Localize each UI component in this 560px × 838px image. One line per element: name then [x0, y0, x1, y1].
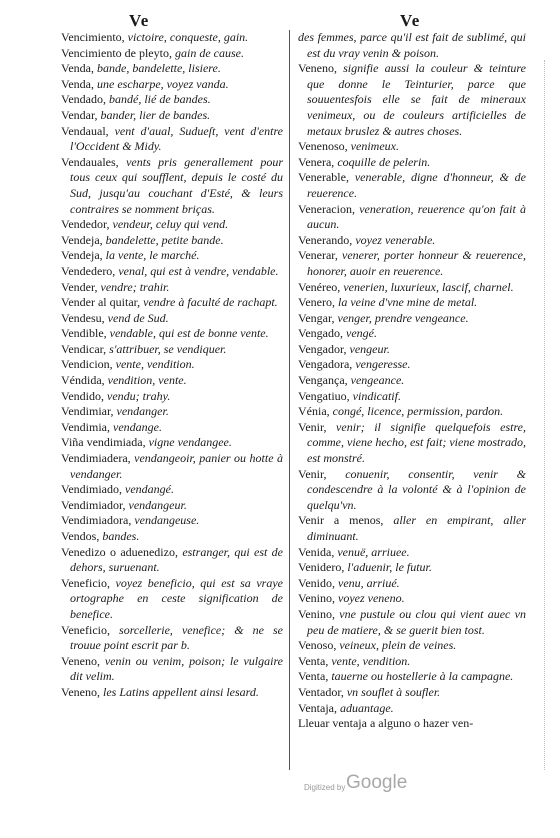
entry-definition: les Latins appellent ainsi lesard. [103, 684, 259, 699]
entry-headword: Veneracion, [298, 201, 360, 216]
entry-headword: Venido, [298, 575, 338, 590]
dictionary-entry [61, 280, 283, 296]
entry-headword: Vendido, [61, 388, 107, 403]
dictionary-entry [298, 654, 526, 670]
entry-definition: vengeresse. [355, 357, 411, 372]
entry-headword: Venera, [298, 154, 338, 169]
entry-headword: Vender al quitar, [61, 295, 144, 310]
entry-definition: vendre; trahir. [100, 279, 170, 294]
dictionary-entry [298, 638, 526, 654]
entry-headword: Venero, [298, 295, 338, 310]
dictionary-entry [61, 155, 283, 217]
dictionary-entry [61, 77, 283, 93]
dictionary-entry [61, 529, 283, 545]
right-column [298, 30, 526, 732]
entry-headword: Venenoso, [298, 139, 351, 154]
dictionary-entry [298, 233, 526, 249]
entry-definition: veneration, reuerence qu'on fait à aucun. [307, 201, 526, 232]
entry-headword: Vengador, [298, 341, 350, 356]
entry-definition: venir; il signifie quelquefois estre, comme, viene hecho, est fait; viene mostrado, est monstré. [307, 419, 527, 466]
entry-headword: Venino, [298, 591, 338, 606]
entry-headword: Venino, [298, 606, 340, 621]
entry-headword: Venerar, [298, 248, 343, 263]
entry-definition: venu, arriué. [338, 575, 400, 590]
entry-headword: Vengadora, [298, 357, 356, 372]
entry-definition: vendange. [113, 419, 162, 434]
entry-headword: Véndida, [61, 373, 108, 388]
dictionary-entry [298, 389, 526, 405]
entry-headword: Vénia, [298, 404, 333, 419]
entry-headword: Vendicar, [61, 341, 110, 356]
entry-definition: venimeux. [350, 139, 399, 154]
entry-headword: Vendeja, [61, 248, 106, 263]
dictionary-entry [298, 202, 526, 233]
entry-headword: Vendimiadora, [61, 513, 135, 528]
dictionary-entry [61, 654, 283, 685]
entry-headword: Vendible, [61, 326, 110, 341]
entry-headword: Venta, [298, 669, 332, 684]
dictionary-entry [298, 513, 526, 544]
dictionary-entry [61, 435, 283, 451]
dictionary-entry [298, 545, 526, 561]
digitization-watermark [296, 772, 436, 800]
entry-definition: sorcellerie, venefice; & ne se trouue point escrit par b. [70, 622, 284, 653]
entry-definition: tauerne ou hostellerie à la campagne. [331, 669, 514, 684]
entry-definition: vengé. [346, 326, 377, 341]
entry-definition: des femmes, parce qu'il est fait de sublimé, qui est du vray venin & poison. [298, 30, 526, 60]
dictionary-entry [298, 467, 526, 514]
entry-headword: Vendeja, [61, 232, 106, 247]
dictionary-entry [61, 342, 283, 358]
dictionary-entry [61, 326, 283, 342]
dictionary-entry [61, 482, 283, 498]
entry-definition: bande, bandelette, lisiere. [97, 61, 221, 76]
entry-definition: aller en empirant, aller diminuant. [307, 513, 526, 543]
entry-headword: Vendimiar, [61, 404, 117, 419]
page-header-right: Ve [400, 11, 421, 30]
dictionary-entry [298, 685, 526, 701]
entry-definition: vigne vendangee. [148, 435, 232, 450]
column-divider [289, 30, 290, 770]
entry-headword: Veneno, [61, 653, 105, 668]
entry-headword: Vender, [61, 279, 101, 294]
page-header-left: Ve [129, 11, 150, 30]
dictionary-entry [298, 560, 526, 576]
entry-headword: Venda, [61, 61, 97, 76]
dictionary-entry [61, 685, 283, 701]
dictionary-entry [298, 248, 526, 279]
entry-definition: bandes. [102, 529, 140, 543]
entry-definition: congé, licence, permission, pardon. [332, 404, 504, 419]
entry-definition: vendangeuse. [134, 513, 200, 528]
entry-headword: Veneno, [61, 684, 103, 699]
entry-headword: Venoso, [298, 638, 340, 653]
entry-definition: vendable, qui est de bonne vente. [109, 326, 269, 341]
entry-definition: vengeance. [350, 373, 405, 388]
dictionary-entry [298, 170, 526, 201]
dictionary-entry [298, 669, 526, 685]
dictionary-entry [298, 61, 526, 139]
dictionary-entry [298, 576, 526, 592]
dictionary-entry [61, 498, 283, 514]
entry-headword: Vendimiado, [61, 482, 125, 497]
entry-definition: vendition, vente. [107, 373, 187, 388]
dictionary-entry [61, 124, 283, 155]
dictionary-entry [298, 420, 526, 467]
entry-definition: vendanger. [116, 404, 169, 419]
entry-definition: venin ou venim, poison; le vulgaire dit velim. [70, 653, 283, 684]
entry-headword: Vendauales, [61, 154, 127, 169]
dictionary-entry [61, 30, 283, 46]
dictionary-entry [298, 701, 526, 717]
entry-definition: vne pustule ou clou qui vient auec vn peu de matiere, & se guerit bien tost. [307, 606, 526, 637]
entry-headword: Venir, [298, 419, 337, 434]
entry-headword: Vendimiador, [61, 497, 129, 512]
entry-headword: Venedizo o aduenedizo, [61, 544, 183, 559]
entry-definition: la veine d'vne mine de metal. [337, 295, 478, 310]
page-edge [544, 60, 551, 770]
entry-headword: Vendimia, [61, 419, 113, 434]
entry-definition: vendeur, celuy qui vend. [112, 217, 229, 232]
entry-definition: vn souflet à soufler. [346, 684, 441, 699]
entry-definition: vendangeur. [128, 497, 187, 512]
entry-headword: Venidero, [298, 560, 348, 575]
dictionary-entry [61, 623, 283, 654]
dictionary-entry [61, 513, 283, 529]
dictionary-entry [61, 373, 283, 389]
entry-definition: victoire, conqueste, gain. [127, 30, 249, 44]
dictionary-entry [61, 295, 283, 311]
entry-definition: vent d'aual, Sudueſt, vent d'entre l'Occident & Midy. [70, 123, 283, 154]
dictionary-entry [61, 545, 283, 576]
dictionary-entry [298, 342, 526, 358]
dictionary-entry [61, 264, 283, 280]
entry-definition: vendre à faculté de rachapt. [143, 295, 278, 310]
dictionary-entry [61, 311, 283, 327]
entry-definition: bander, lier de bandes. [100, 107, 211, 122]
dictionary-entry [61, 233, 283, 249]
dictionary-entry [61, 248, 283, 264]
entry-headword: Venir, [298, 466, 346, 481]
entry-headword: Vencimiento de pleyto, [61, 45, 175, 60]
entry-definition: une escharpe, voyez vanda. [97, 76, 229, 91]
entry-definition: vents pris generallement pour tous ceux qui soufflent, depuis le costé du Sud, jusqu'au couchant d'Esté, & leurs contraires se nomment briças. [70, 154, 283, 216]
entry-definition: l'aduenir, le futur. [347, 560, 432, 575]
entry-definition: vendu; trahy. [107, 388, 171, 403]
entry-headword: Venida, [298, 544, 338, 559]
dictionary-entry [61, 92, 283, 108]
entry-headword: Vendedero, [61, 263, 119, 278]
entry-definition: bandelette, petite bande. [105, 232, 224, 247]
entry-definition: venuë, arriuee. [337, 544, 410, 559]
entry-definition: aduantage. [339, 700, 394, 715]
entry-headword: Veneficio, [61, 575, 116, 590]
dictionary-entry [61, 389, 283, 405]
dictionary-entry [298, 30, 526, 61]
entry-headword: Venerable, [298, 170, 355, 185]
dictionary-entry [61, 46, 283, 62]
entry-definition: voyez beneficio, qui est sa vraye ortographe en ceste signification de benefice. [70, 575, 283, 621]
entry-headword: Vengança, [298, 373, 351, 388]
entry-headword: Venda, [61, 76, 97, 91]
entry-headword: Vendicion, [61, 357, 116, 372]
entry-headword: Veneficio, [61, 622, 120, 637]
entry-headword: Ventaja, [298, 700, 340, 715]
entry-definition: venger, prendre vengeance. [337, 310, 469, 325]
entry-headword: Vengado, [298, 326, 346, 341]
entry-headword: Vendimiadera, [61, 451, 135, 466]
entry-headword: Venir a menos, [298, 513, 394, 528]
entry-headword: Vendaual, [61, 123, 115, 138]
dictionary-entry [298, 295, 526, 311]
entry-headword: Venerando, [298, 232, 356, 247]
dictionary-entry [298, 280, 526, 296]
dictionary-entry [298, 373, 526, 389]
entry-definition: vindicatif. [352, 388, 401, 403]
entry-headword: Vendado, [61, 92, 109, 107]
entry-headword: Venéreo, [298, 279, 344, 294]
entry-headword: Vendos, [61, 529, 103, 543]
entry-headword: Lleuar ventaja a alguno o hazer ven- [298, 716, 474, 731]
entry-definition: vendangé. [125, 482, 174, 497]
dictionary-entry [298, 326, 526, 342]
dictionary-entry [298, 404, 526, 420]
entry-definition: coquille de pelerin. [337, 154, 431, 169]
dictionary-entry [298, 155, 526, 171]
entry-headword: Vencimiento, [61, 30, 128, 44]
dictionary-entry [298, 591, 526, 607]
entry-definition: voyez venerable. [355, 232, 436, 247]
entry-definition: signifie aussi la couleur & teinture que donne le Teinturier, parce que souuentesfois elle se fait de mineraux venimeux, ou de couleurs artificielles de metaux bruslez & autres choses. [307, 61, 526, 138]
entry-definition: venerable, digne d'honneur, & de reuerence. [307, 170, 526, 200]
entry-headword: Vengatiuo, [298, 388, 353, 403]
dictionary-entry [61, 404, 283, 420]
dictionary-entry [298, 716, 526, 732]
entry-headword: Viña vendimiada, [61, 435, 149, 450]
dictionary-entry [61, 420, 283, 436]
entry-definition: vente, vendition. [331, 653, 411, 668]
entry-headword: Ventador, [298, 684, 347, 699]
entry-definition: gain de cause. [174, 45, 244, 60]
dictionary-entry [298, 357, 526, 373]
entry-definition: vend de Sud. [107, 310, 169, 325]
entry-headword: Venta, [298, 653, 332, 668]
entry-headword: Vendesu, [61, 310, 108, 325]
left-column [61, 30, 283, 701]
dictionary-entry [61, 61, 283, 77]
entry-headword: Vengar, [298, 310, 338, 325]
dictionary-entry [61, 108, 283, 124]
entry-definition: bandé, lié de bandes. [109, 92, 211, 107]
dictionary-entry [298, 311, 526, 327]
watermark-prefix: Digitized by [304, 783, 346, 792]
entry-headword: Vendar, [61, 107, 101, 122]
dictionary-entry [298, 139, 526, 155]
entry-headword: Veneno, [298, 61, 344, 76]
entry-definition: la vente, le marché. [105, 248, 200, 263]
entry-definition: vente, vendition. [115, 357, 195, 372]
entry-definition: venerer, porter honneur & reuerence, honorer, auoir en reuerence. [307, 248, 527, 278]
dictionary-entry [298, 607, 526, 638]
entry-definition: venerien, luxurieux, lascif, charnel. [343, 279, 514, 294]
entry-definition: conuenir, consentir, venir & condescendre à la volonté & à l'opinion de quelqu'vn. [307, 466, 526, 512]
entry-definition: veineux, plein de veines. [339, 638, 457, 653]
entry-definition: vendangeoir, panier ou hotte à vendanger. [70, 451, 284, 481]
entry-definition: vengeur. [349, 341, 390, 356]
dictionary-entry [61, 217, 283, 233]
entry-definition: s'attribuer, se vendiquer. [109, 341, 227, 356]
entry-definition: voyez veneno. [338, 591, 405, 606]
entry-definition: estranger, qui est de dehors, suruenant. [70, 544, 283, 575]
dictionary-entry [61, 576, 283, 623]
entry-definition: venal, qui est à vendre, vendable. [118, 263, 279, 278]
dictionary-entry [61, 451, 283, 482]
dictionary-entry [61, 357, 283, 373]
entry-headword: Vendedor, [61, 217, 113, 232]
watermark-brand: Google [346, 772, 408, 793]
